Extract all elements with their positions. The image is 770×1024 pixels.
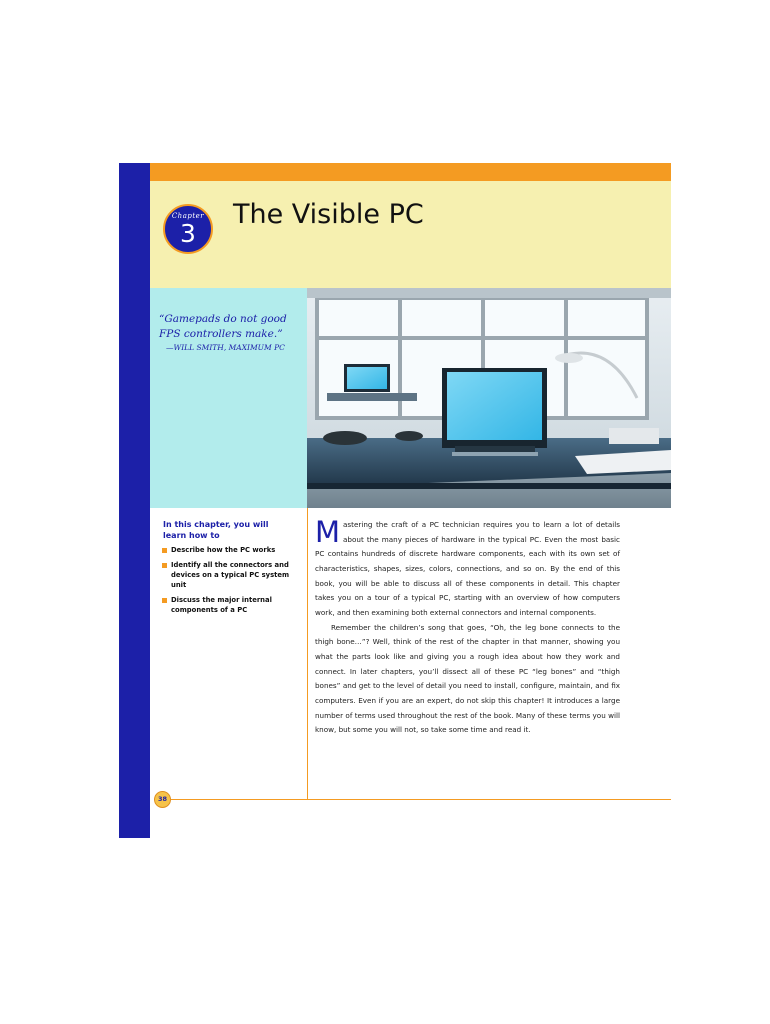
bullet-icon [162,548,167,553]
chapter-body [315,515,620,738]
chapter-word: Chapter [171,212,205,220]
drop-cap: M [315,515,341,549]
objective-item: Describe how the PC works [161,545,296,555]
objective-item: Identify all the connectors and devices on a typical PC system unit [161,560,296,590]
learning-objectives-heading: In this chapter, you will learn how to [163,520,269,540]
page-number: 38 [154,791,171,808]
body-paragraph-1: Mastering the craft of a PC technician requires you to learn a lot of details about the many pieces of hardware in the typical PC. Even the most basic PC contains hundreds of discrete hardware components, each with its own set of characteristics, shapes, sizes, colors, connections, and so on. By the end of this book, you will be able to discuss all of these components in detail. This chapter takes you on a tour of a typical PC, starting with an overview of how computers work, and then examining both external connectors and internal components. [315,515,620,617]
body-paragraph-2: Remember the children’s song that goes, “Oh, the leg bone connects to the thigh bone…”? Well, think of the rest of the chapter in that manner, showing you what the parts look like and giving you a rough idea about how they work and connect. In later chapters, you’ll dissect all of these PC “leg bones” and “thigh bones” and get to the level of detail you need to install, configure, maintain, and fix computers. Even if you are an expert, do not skip this chapter! It introduces a large number of terms used throughout the rest of the book. Many of these terms you will know, but some you will not, so take some time and read it. [315,622,620,735]
chapter-badge [163,204,213,254]
objective-item: Discuss the major internal components of a PC [161,595,296,615]
chapter-number: 3 [180,219,196,248]
bullet-icon [162,598,167,603]
office-desk-image [307,288,671,508]
chapter-photo [307,288,671,508]
header-stripe [150,163,671,181]
epigraph-attribution: —WILL SMITH, MAXIMUM PC [166,343,285,352]
epigraph-quote: “Gamepads do not good FPS controllers make.” [159,313,287,340]
chapter-title: The Visible PC [233,199,424,230]
title-band [150,181,671,288]
footer-rule [164,799,671,800]
left-margin-bar [119,163,150,838]
bullet-icon [162,563,167,568]
column-divider [307,508,308,800]
learning-objectives-list [161,545,296,620]
